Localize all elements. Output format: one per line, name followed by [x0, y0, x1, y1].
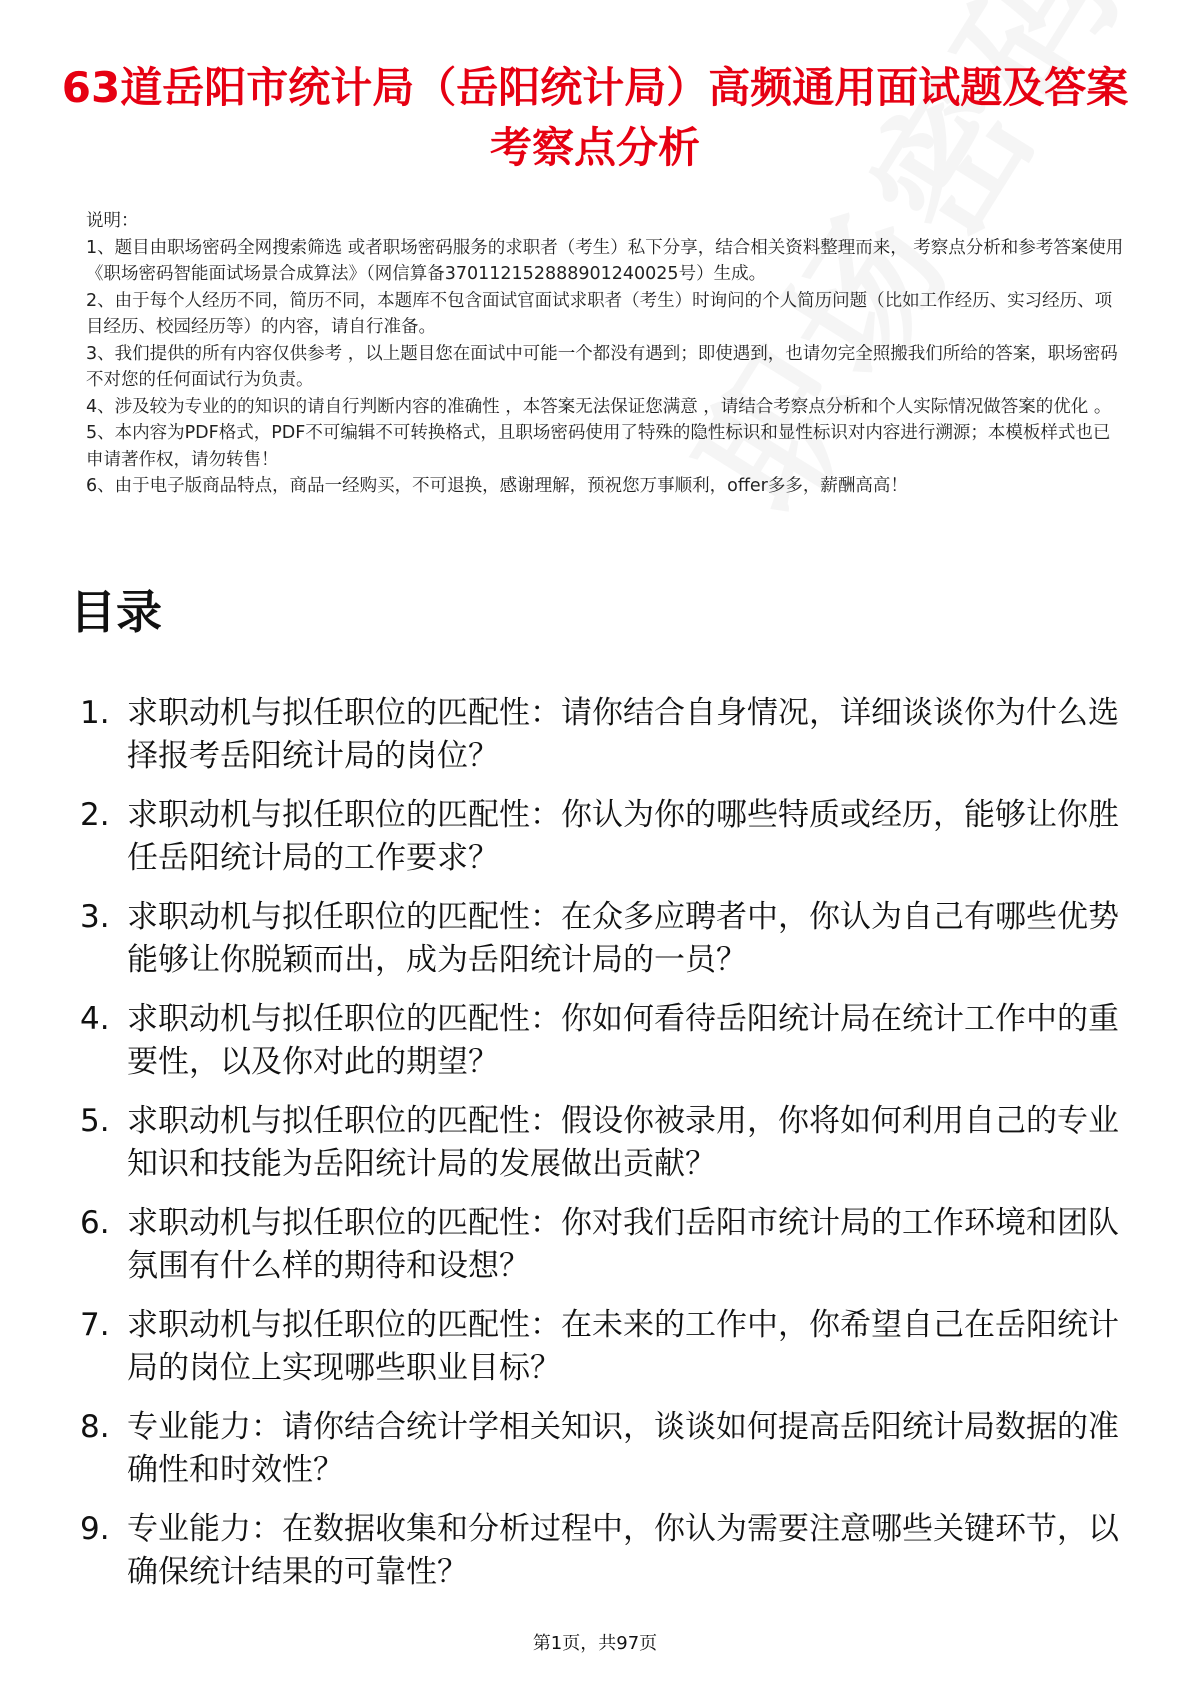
toc-heading: 目录 [70, 585, 162, 639]
toc-item-number: 3. [80, 899, 110, 935]
toc-item[interactable] [80, 1406, 1130, 1492]
toc-item-text: 求职动机与拟任职位的匹配性：请你结合自身情况，详细谈谈你为什么选择报考岳阳统计局的岗位？ [127, 695, 1119, 774]
toc-item-number: 4. [80, 1001, 110, 1037]
toc-item[interactable] [80, 692, 1130, 778]
toc-item-number: 7. [80, 1307, 110, 1343]
toc-item-text: 专业能力：在数据收集和分析过程中，你认为需要注意哪些关键环节，以确保统计结果的可靠性？ [127, 1511, 1119, 1590]
toc-list [80, 692, 1130, 1610]
toc-item[interactable] [80, 1202, 1130, 1288]
toc-item[interactable] [80, 794, 1130, 880]
note-item: 4、涉及较为专业的的知识的请自行判断内容的准确性 ，本答案无法保证您满意 ，请结合考察点分析和个人实际情况做答案的优化 。 [86, 396, 1112, 417]
toc-item[interactable] [80, 896, 1130, 982]
note-item: 2、由于每个人经历不同，简历不同，本题库不包含面试官面试求职者（考生）时询问的个人简历问题（比如工作经历、实习经历、项目经历、校园经历等）的内容，请自行准备。 [86, 290, 1113, 337]
toc-item-number: 6. [80, 1205, 110, 1241]
toc-item-number: 5. [80, 1103, 110, 1139]
toc-item[interactable] [80, 1508, 1130, 1594]
toc-item-number: 2. [80, 797, 110, 833]
toc-item[interactable] [80, 1100, 1130, 1186]
toc-item-text: 求职动机与拟任职位的匹配性：你对我们岳阳市统计局的工作环境和团队氛围有什么样的期待和设想？ [127, 1205, 1119, 1284]
toc-item-number: 8. [80, 1409, 110, 1445]
toc-item-text: 专业能力：请你结合统计学相关知识，谈谈如何提高岳阳统计局数据的准确性和时效性？ [127, 1409, 1119, 1488]
note-item: 3、我们提供的所有内容仅供参考 ，以上题目您在面试中可能一个都没有遇到；即使遇到，也请勿完全照搬我们所给的答案，职场密码不对您的任何面试行为负责。 [86, 343, 1118, 390]
toc-item[interactable] [80, 998, 1130, 1084]
notes-section [86, 208, 1126, 500]
note-item: 1、题目由职场密码全网搜索筛选 或者职场密码服务的求职者（考生）私下分享，结合相关资料整理而来， 考察点分析和参考答案使用《职场密码智能面试场景合成算法》（网信算备370112152888901240025号）生成。 [86, 237, 1124, 284]
page-number: 第1页，共97页 [532, 1633, 658, 1654]
toc-item-text: 求职动机与拟任职位的匹配性：假设你被录用，你将如何利用自己的专业知识和技能为岳阳统计局的发展做出贡献？ [127, 1103, 1119, 1182]
toc-item-number: 1. [80, 695, 110, 731]
note-item: 6、由于电子版商品特点，商品一经购买，不可退换，感谢理解，预祝您万事顺利，offer多多，薪酬高高！ [86, 476, 908, 496]
toc-item-number: 9. [80, 1511, 110, 1547]
toc-item[interactable] [80, 1304, 1130, 1390]
note-item: 5、本内容为PDF格式，PDF不可编辑不可转换格式，且职场密码使用了特殊的隐性标识和显性标识对内容进行溯源；本模板样式也已申请著作权，请勿转售！ [86, 423, 1111, 470]
toc-item-text: 求职动机与拟任职位的匹配性：在众多应聘者中，你认为自己有哪些优势能够让你脱颖而出，成为岳阳统计局的一员？ [127, 899, 1119, 978]
notes-heading: 说明： [86, 211, 139, 231]
toc-item-text: 求职动机与拟任职位的匹配性：你如何看待岳阳统计局在统计工作中的重要性，以及你对此的期望？ [127, 1001, 1119, 1080]
document-title: 63道岳阳市统计局（岳阳统计局）高频通用面试题及答案考察点分析 [61, 63, 1129, 172]
toc-item-text: 求职动机与拟任职位的匹配性：你认为你的哪些特质或经历，能够让你胜任岳阳统计局的工作要求？ [127, 797, 1119, 876]
toc-item-text: 求职动机与拟任职位的匹配性：在未来的工作中，你希望自己在岳阳统计局的岗位上实现哪些职业目标？ [127, 1307, 1119, 1386]
